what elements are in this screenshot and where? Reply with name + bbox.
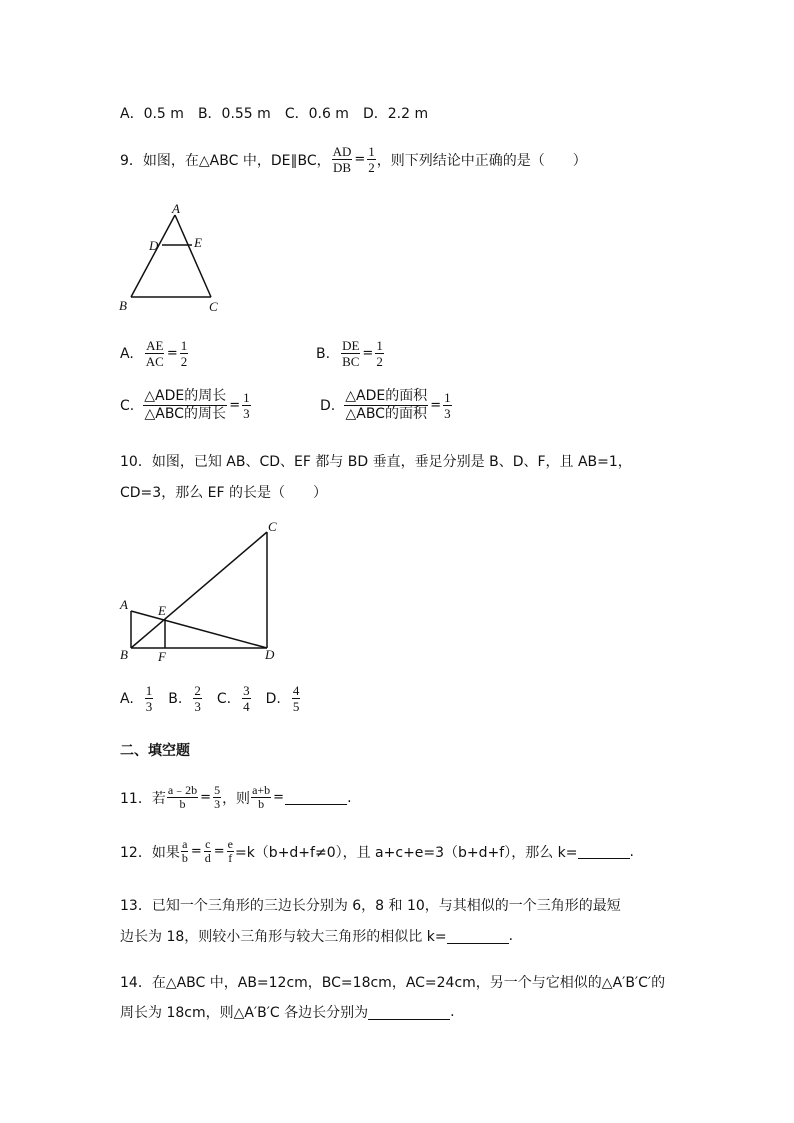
q9-option-a-frac	[145, 338, 165, 369]
q9-option-b-den: BC	[342, 354, 360, 369]
q9-option-b-num: DE	[342, 338, 360, 353]
q10-label-a: A	[120, 597, 128, 612]
q9-option-d-vnum: 1	[444, 390, 451, 405]
q9-ratio-fraction	[332, 144, 353, 175]
q12-f1-den: b	[181, 851, 188, 865]
q10-option-a-label: A.	[120, 690, 134, 707]
q12-f2-den: d	[204, 851, 211, 865]
q12-fraction-ef	[227, 838, 234, 865]
q9-option-a-num: AE	[146, 338, 164, 353]
q10-option-a-num: 1	[145, 683, 153, 698]
q9-option-a-vden: 2	[180, 354, 188, 369]
q9-prefix: 9．如图，在△ABC 中，DE∥BC，	[120, 152, 331, 169]
q10-option-d-den: 5	[292, 699, 300, 714]
q11-eq2: =	[273, 790, 285, 805]
q9-option-d-label: D.	[320, 397, 336, 414]
q9-option-c-vden: 3	[243, 406, 250, 421]
q12-eq2: =	[213, 844, 225, 859]
q14-answer-blank[interactable]	[368, 1005, 450, 1020]
q12-fraction-ab	[181, 838, 189, 865]
q14-line2: 周长为 18cm，则△A′B′C 各边长分别为	[120, 1005, 369, 1021]
q10-label-e: E	[158, 603, 166, 618]
q9-option-b-frac	[341, 338, 360, 369]
q9-value-den: 2	[368, 160, 375, 175]
q11-v-num: 5	[214, 783, 221, 797]
q11-f1-den: b	[179, 797, 186, 811]
q12-eq1: =	[190, 844, 202, 859]
q10-option-a-frac	[145, 683, 154, 714]
q13-end: .	[508, 928, 514, 944]
q9-option-c-den: △ABC的周长	[144, 406, 226, 422]
q9-option-c-frac	[143, 388, 227, 423]
q12-f3-den: f	[228, 851, 233, 865]
q9-suffix: ，则下列结论中正确的是（ ）	[376, 152, 587, 169]
q10-option-c-num: 3	[243, 683, 250, 698]
q12-prefix: 12．如果	[120, 844, 180, 861]
q9-option-a-value	[180, 338, 189, 369]
q9-option-b-eq: =	[362, 346, 374, 361]
q9-option-b-vden: 2	[376, 354, 383, 369]
q9-option-b-label: B.	[316, 345, 331, 362]
q9-label-c: C	[209, 299, 218, 314]
q9-option-b	[316, 338, 385, 369]
q9-option-d-frac	[344, 388, 428, 423]
q11-fraction-1	[167, 784, 198, 811]
q9-option-d-vden: 3	[444, 406, 451, 421]
q11-eq: =	[200, 790, 212, 805]
q9-option-d-value	[443, 390, 452, 421]
q9-option-a-vnum: 1	[180, 338, 188, 353]
q9-option-c-num: △ADE的周长	[144, 388, 227, 404]
q9-value-fraction	[367, 144, 376, 175]
q11-f1-num: a﹣2b	[167, 783, 198, 797]
q9-option-d-num: △ADE的面积	[345, 388, 428, 404]
q9-option-c-vnum: 1	[243, 390, 250, 405]
q9-ratio-den: DB	[332, 160, 352, 175]
q11-f2-den: b	[258, 797, 265, 811]
q12-f3-num: e	[227, 837, 233, 851]
q10-options	[120, 683, 301, 714]
q10-option-c-frac	[242, 683, 251, 714]
q10-option-b-den: 3	[194, 699, 201, 714]
q11-mid: ，则	[222, 790, 251, 807]
q10-option-d-frac	[292, 683, 301, 714]
q12-fraction-cd	[204, 838, 212, 865]
q10-figure	[112, 518, 292, 668]
q12-answer-blank[interactable]	[578, 844, 630, 859]
q8-options	[120, 103, 428, 123]
q10-option-c-label: C.	[216, 690, 232, 707]
q11-prefix: 11．若	[120, 790, 166, 807]
q10-label-f: F	[158, 649, 166, 664]
q9-value-num: 1	[368, 144, 375, 159]
q9-label-d: D	[149, 238, 159, 253]
q9-side-ac	[175, 215, 211, 297]
q8-option-a: A．0.5 m	[120, 106, 184, 122]
q12-f1-num: a	[182, 837, 188, 851]
q9-option-b-value	[375, 338, 384, 369]
q9-ratio-num: AD	[332, 144, 352, 159]
q10-option-b-num: 2	[194, 683, 201, 698]
q9-label-a: A	[172, 201, 180, 216]
q9-option-c	[120, 388, 252, 423]
q11-v-den: 3	[214, 797, 221, 811]
q13-line1: 13．已知一个三角形的三边长分别为 6，8 和 10，与其相似的一个三角形的最短	[120, 898, 621, 914]
q10-label-b: B	[120, 647, 128, 662]
q10-label-d: D	[265, 647, 275, 662]
q9-option-a-eq: =	[166, 346, 178, 361]
q12-f2-num: c	[205, 837, 211, 851]
q10-segment-ad	[131, 611, 267, 648]
q12-end: .	[629, 843, 634, 860]
q14-line2-row	[120, 1002, 455, 1022]
q9-option-a-den: AC	[145, 354, 164, 369]
q9-eq: =	[354, 152, 366, 167]
q14-line1: 14．在△ABC 中，AB=12cm，BC=18cm，AC=24cm，另一个与它相似的△A′B′C′的	[120, 975, 666, 991]
q11-answer-blank[interactable]	[285, 790, 347, 805]
q10-option-d-label: D.	[265, 690, 281, 707]
q9-option-d-eq: =	[430, 398, 442, 413]
q9-option-c-eq: =	[229, 398, 241, 413]
q9-side-ab	[131, 215, 175, 297]
q9-option-a	[120, 338, 189, 369]
q13-line2-row	[120, 926, 513, 946]
q13-line2: 边长为 18，则较小三角形与较大三角形的相似比 k=	[120, 929, 447, 945]
q10-option-a-den: 3	[145, 699, 153, 714]
q10-stem-line1: 10．如图，已知 AB、CD、EF 都与 BD 垂直，垂足分别是 B、D、F，且 AB=1，	[120, 454, 632, 470]
q10-option-b-frac	[193, 683, 202, 714]
q9-triangle-figure	[112, 200, 232, 318]
q10-option-c-den: 4	[243, 699, 250, 714]
q9-option-c-value	[242, 390, 251, 421]
q8-option-d: D．2.2 m	[362, 106, 429, 122]
q10-segment-bc	[131, 532, 267, 648]
q12	[120, 838, 634, 865]
section-title-fill-in: 二、填空题	[120, 743, 190, 759]
q11-fraction-2	[251, 784, 271, 811]
q11-end: .	[347, 789, 352, 806]
q10-stem-line2: CD=3，那么 EF 的长是（ ）	[120, 485, 327, 501]
q14-end: .	[450, 1004, 455, 1020]
q10-option-d-num: 4	[292, 683, 300, 698]
q13-answer-blank[interactable]	[447, 929, 509, 944]
q9-stem	[120, 144, 587, 175]
q12-rest: =k（b+d+f≠0），且 a+c+e=3（b+d+f），那么 k=	[234, 844, 578, 861]
q9-option-c-label: C.	[120, 397, 135, 414]
q11-f2-num: a+b	[252, 783, 271, 797]
q10-option-b-label: B.	[168, 690, 183, 707]
q9-option-d	[320, 388, 453, 423]
q9-option-d-den: △ABC的面积	[345, 406, 427, 422]
q9-option-a-label: A.	[120, 345, 134, 362]
q10-label-c: C	[268, 519, 277, 534]
q8-option-c: C．0.6 m	[284, 106, 349, 122]
q11-value	[213, 784, 221, 811]
q9-label-b: B	[119, 298, 127, 313]
q8-option-b: B．0.55 m	[197, 106, 271, 122]
q11	[120, 784, 352, 811]
q9-label-e: E	[194, 235, 202, 250]
q9-option-b-vnum: 1	[376, 338, 383, 353]
